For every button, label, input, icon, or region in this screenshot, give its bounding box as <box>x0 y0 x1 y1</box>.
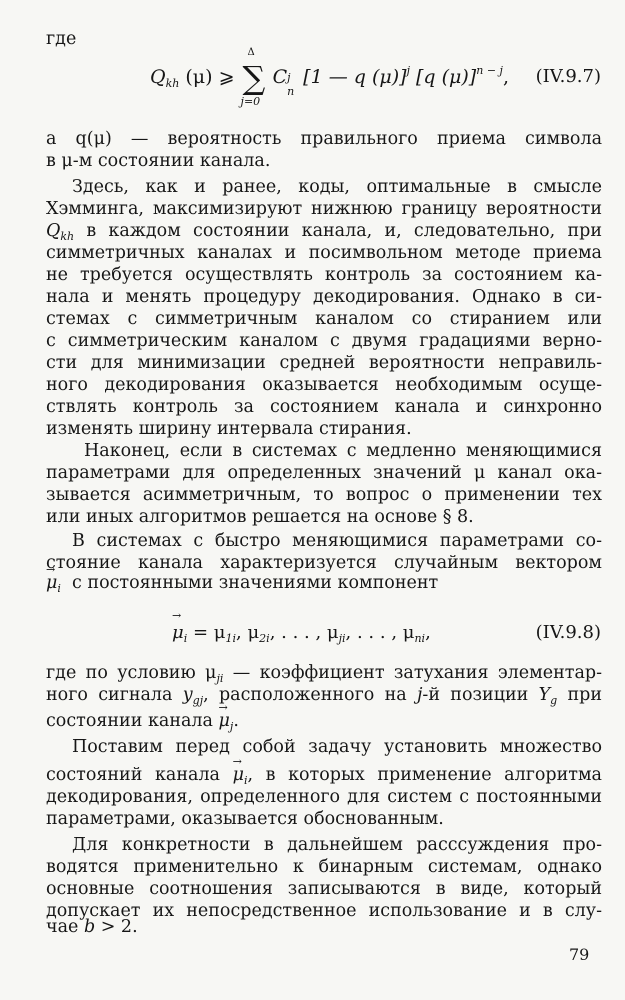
text-line: стемах с симметричным каналом со стиранием или <box>46 309 602 329</box>
text-line <box>46 684 602 712</box>
intro-word: где <box>46 29 77 49</box>
text-line: В системах с быстро меняющимися параметрами со- <box>72 531 602 551</box>
text-line: параметрами для определенных значений μ канал ока- <box>46 463 602 483</box>
text-line: Здесь, как и ранее, коды, оптимальные в смысле <box>72 177 602 197</box>
text-line: с симметрическим каналом с двумя градациями верно- <box>46 331 602 351</box>
formula-superscript: j <box>406 64 410 77</box>
text-span: -й позиции <box>422 685 539 705</box>
formula-symbol: Y <box>538 685 551 705</box>
text-line: декодирования, определенного для систем с постоянными <box>46 787 602 807</box>
formula-symbol: Q <box>150 66 166 88</box>
text-line: Поставим перед собой задачу установить множество <box>72 737 602 757</box>
formula-subscript: ji <box>338 632 346 645</box>
formula-text: , . . . , μ <box>269 622 339 643</box>
text-line: нала и менять процедуру декодирования. Однако в си- <box>46 287 602 307</box>
text-span: чае <box>46 917 84 937</box>
text-line: Хэмминга, максимизируют нижнюю границу вероятности <box>46 199 602 219</box>
text-line: а q(μ) — вероятность правильного приема символа <box>46 129 602 149</box>
text-line: основные соотношения записываются в виде, который <box>46 879 602 899</box>
text-line: ного декодирования оказывается необходимым осуще- <box>46 375 602 395</box>
formula-subscript: ji <box>216 672 224 685</box>
formula-text: , μ <box>236 622 260 643</box>
text-span: — коэффициент затухания элементар- <box>223 663 602 683</box>
formula-iv-9-8 <box>172 622 431 645</box>
formula-subscript: gj <box>192 694 204 707</box>
formula-text: , <box>425 622 431 643</box>
text-line: в μ-м состоянии канала. <box>46 151 271 171</box>
formula-subscript: n <box>287 85 295 98</box>
formula-symbol: j <box>416 685 423 705</box>
equation-number: (IV.9.7) <box>535 66 601 87</box>
text-span: где по условию μ <box>46 663 217 683</box>
formula-subscript: i <box>57 582 61 595</box>
text-span: при <box>557 685 603 705</box>
formula-subscript: ni <box>414 632 426 645</box>
text-span: в каждом состоянии канала, и, следовательно, при <box>74 221 602 241</box>
text-line: ствлять контроль за состоянием канала и синхронно <box>46 397 602 417</box>
text-line: допускает их непосредственное использование и в слу- <box>46 901 602 921</box>
text-span: состоянии канала <box>46 711 219 731</box>
text-line: симметричных каналах и посимвольном методе приема <box>46 243 602 263</box>
formula-text: , . . . , μ <box>345 622 415 643</box>
sum-lower-limit: j=0 <box>240 95 261 108</box>
formula-iv-9-7 <box>150 47 509 108</box>
formula-symbol: Q <box>46 221 61 241</box>
sum-upper-limit: Δ <box>247 47 255 58</box>
formula-text: = μ <box>187 622 226 643</box>
text-line <box>46 710 239 738</box>
vector-symbol: → μ <box>233 764 244 786</box>
text-span: > 2. <box>95 917 138 937</box>
formula-symbol: b <box>83 917 96 937</box>
text-line: не требуется осуществлять контроль за состоянием ка- <box>46 265 602 285</box>
formula-superscript: j <box>287 71 291 84</box>
text-line <box>46 916 138 938</box>
text-span: состояний канала <box>46 765 233 785</box>
formula-subscript: kh <box>60 230 75 243</box>
text-line <box>46 572 438 600</box>
text-line: изменять ширину интервала стирания. <box>46 419 412 439</box>
text-line: Для конкретности в дальнейшем расссуждения про- <box>72 835 602 855</box>
formula-superscript: n − j <box>476 64 503 77</box>
text-span: ного сигнала <box>46 685 183 705</box>
text-line: или иных алгоритмов решается на основе § 8. <box>46 507 474 527</box>
formula-subscript: 2i <box>259 632 270 645</box>
text-line: водятся применительно к бинарным системам, однако <box>46 857 602 877</box>
formula-subscript: kh <box>165 77 180 90</box>
page-number: 79 <box>569 945 590 964</box>
text-line: стояние канала характеризуется случайным вектором <box>46 553 602 573</box>
formula-subscript: j <box>229 720 234 733</box>
formula-subscript: 1i <box>225 632 236 645</box>
sum-operator: Δ ∑ j=0 <box>240 47 266 108</box>
vector-symbol: → μ <box>219 710 230 732</box>
text-line: сти для минимизации средней вероятности неправиль- <box>46 353 602 373</box>
formula-subscript: i <box>183 632 188 645</box>
formula-text: [q (μ)] <box>409 66 477 88</box>
text-line: параметрами, оказывается обоснованным. <box>46 809 444 829</box>
formula-subscript: i <box>243 774 248 787</box>
vector-symbol: → μ <box>172 622 184 643</box>
formula-subscript: g <box>550 694 558 707</box>
text-span: . <box>233 711 239 731</box>
text-line: зывается асимметричным, то вопрос о применении тех <box>46 485 602 505</box>
text-span: , в которых применение алгоритма <box>247 765 602 785</box>
text-span: с постоянными значениями компонент <box>72 573 439 593</box>
vector-symbol: → μ <box>46 572 57 594</box>
formula-symbol: y <box>182 685 193 705</box>
formula-text: (μ) ⩾ <box>179 66 241 88</box>
text-line: Наконец, если в системах с медленно меняющимися <box>84 441 602 461</box>
formula-text: , <box>502 66 509 88</box>
formula-symbol: C <box>272 66 288 88</box>
formula-text: [1 — q (μ)] <box>297 66 407 88</box>
text-span: , расположенного на <box>203 685 417 705</box>
equation-number: (IV.9.8) <box>535 622 601 643</box>
